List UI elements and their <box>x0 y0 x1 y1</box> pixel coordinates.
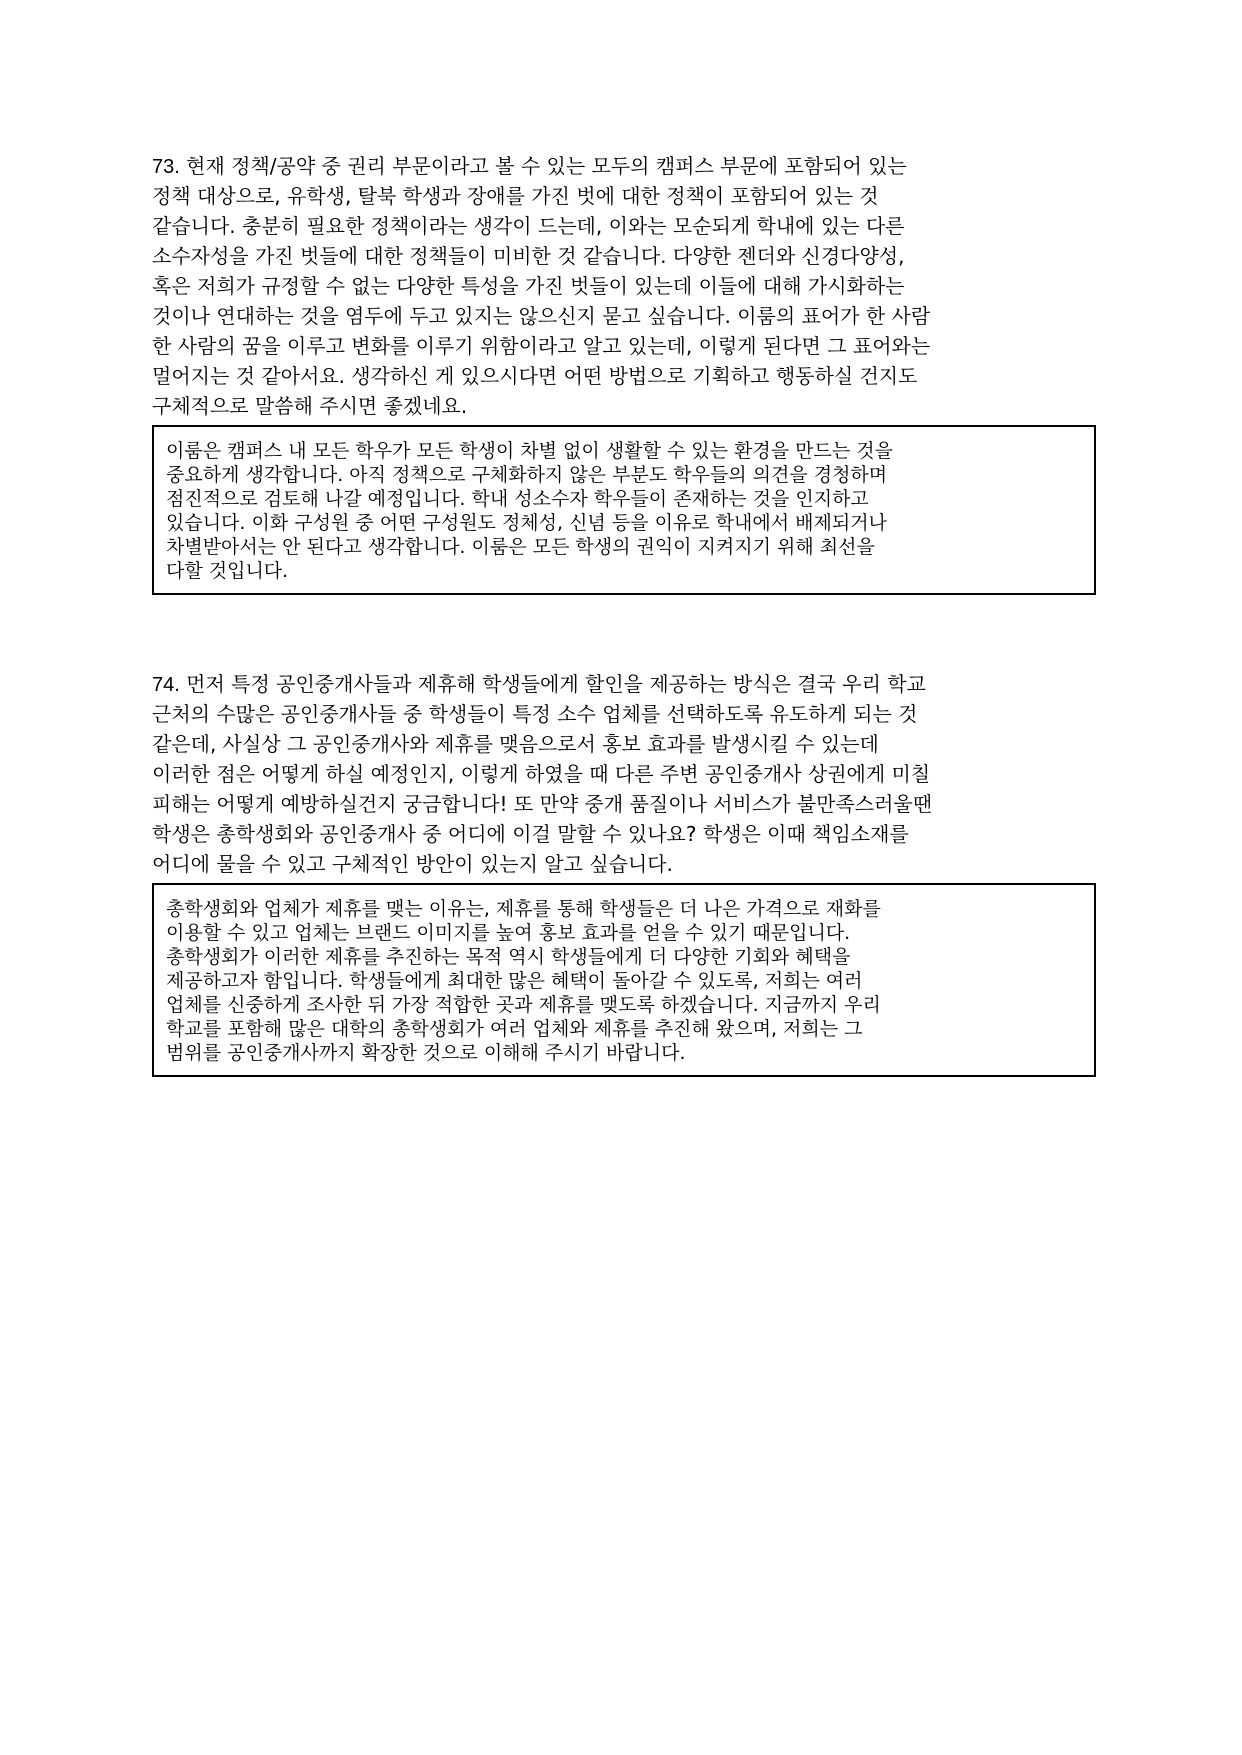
question-73 <box>152 151 1096 421</box>
question-number: 73. <box>152 156 180 178</box>
question-line: 구체적으로 말씀해 주시면 좋겠네요. <box>152 394 468 418</box>
question-line: 정책 대상으로, 유학생, 탈북 학생과 장애를 가진 벗에 대한 정책이 포함되어 있는 것 <box>152 184 879 208</box>
answer-line: 점진적으로 검토해 나갈 예정입니다. 학내 성소수자 학우들이 존재하는 것을 인지하고 <box>166 488 869 510</box>
question-line: 혹은 저희가 규정할 수 없는 다양한 특성을 가진 벗들이 있는데 이들에 대해 가시화하는 <box>152 274 905 298</box>
question-line: 소수자성을 가진 벗들에 대한 정책들이 미비한 것 같습니다. 다양한 젠더와 신경다양성, <box>152 244 905 268</box>
answer-line: 이용할 수 있고 업체는 브랜드 이미지를 높여 홍보 효과를 얻을 수 있기 때문입니다. <box>166 922 851 944</box>
question-line: 같은데, 사실상 그 공인중개사와 제휴를 맺음으로서 홍보 효과를 발생시킬 수 있는데 <box>152 732 879 756</box>
answer-line: 학교를 포함해 많은 대학의 총학생회가 여러 업체와 제휴를 추진해 왔으며, 저희는 그 <box>166 1018 863 1040</box>
answer-line: 범위를 공인중개사까지 확장한 것으로 이해해 주시기 바랍니다. <box>166 1042 686 1064</box>
answer-box-73 <box>152 425 1096 595</box>
question-line: 이러한 점은 어떻게 하실 예정인지, 이렇게 하였을 때 다른 주변 공인중개사 상권에게 미칠 <box>152 762 931 786</box>
answer-line: 이룸은 캠퍼스 내 모든 학우가 모든 학생이 차별 없이 생활할 수 있는 환경을 만드는 것을 <box>166 440 893 462</box>
question-line: 피해는 어떻게 예방하실건지 궁금합니다! 또 만약 중개 품질이나 서비스가 불만족스러울땐 <box>152 792 933 816</box>
question-line: 근처의 수많은 공인중개사들 중 학생들이 특정 소수 업체를 선택하도록 유도하게 되는 것 <box>152 702 918 726</box>
answer-line: 중요하게 생각합니다. 아직 정책으로 구체화하지 않은 부분도 학우들의 의견을 경청하며 <box>166 464 888 486</box>
answer-line: 총학생회가 이러한 제휴를 추진하는 목적 역시 학생들에게 더 다양한 기회와 혜택을 <box>166 946 851 968</box>
answer-line: 업체를 신중하게 조사한 뒤 가장 적합한 곳과 제휴를 맺도록 하겠습니다. 지금까지 우리 <box>166 994 881 1016</box>
question-74 <box>152 669 1096 879</box>
question-line: 같습니다. 충분히 필요한 정책이라는 생각이 드는데, 이와는 모순되게 학내에 있는 다른 <box>152 214 905 238</box>
question-number: 74. <box>152 674 180 696</box>
answer-line: 있습니다. 이화 구성원 중 어떤 구성원도 정체성, 신념 등을 이유로 학내에서 배제되거나 <box>166 512 887 534</box>
answer-line: 차별받아서는 안 된다고 생각합니다. 이룸은 모든 학생의 권익이 지켜지기 위해 최선을 <box>166 536 875 558</box>
answer-line: 총학생회와 업체가 제휴를 맺는 이유는, 제휴를 통해 학생들은 더 나은 가격으로 재화를 <box>166 898 881 920</box>
qa-item-73 <box>152 151 1096 595</box>
question-line: 74. 먼저 특정 공인중개사들과 제휴해 학생들에게 할인을 제공하는 방식은 결국 우리 학교 <box>152 672 926 696</box>
question-line: 73. 현재 정책/공약 중 권리 부문이라고 볼 수 있는 모두의 캠퍼스 부문에 포함되어 있는 <box>152 154 907 178</box>
question-line: 것이나 연대하는 것을 염두에 두고 있지는 않으신지 묻고 싶습니다. 이룸의 표어가 한 사람 <box>152 304 931 328</box>
answer-line: 다할 것입니다. <box>166 560 289 582</box>
question-line: 학생은 총학생회와 공인중개사 중 어디에 이걸 말할 수 있나요? 학생은 이때 책임소재를 <box>152 822 909 846</box>
question-line: 어디에 물을 수 있고 구체적인 방안이 있는지 알고 싶습니다. <box>152 852 673 876</box>
answer-box-74 <box>152 883 1096 1077</box>
question-line: 멀어지는 것 같아서요. 생각하신 게 있으시다면 어떤 방법으로 기획하고 행동하실 건지도 <box>152 364 918 388</box>
answer-line: 제공하고자 함입니다. 학생들에게 최대한 많은 혜택이 돌아갈 수 있도록, 저희는 여러 <box>166 970 863 992</box>
question-line: 한 사람의 꿈을 이루고 변화를 이루기 위함이라고 알고 있는데, 이렇게 된다면 그 표어와는 <box>152 334 931 358</box>
qa-item-74 <box>152 669 1096 1077</box>
